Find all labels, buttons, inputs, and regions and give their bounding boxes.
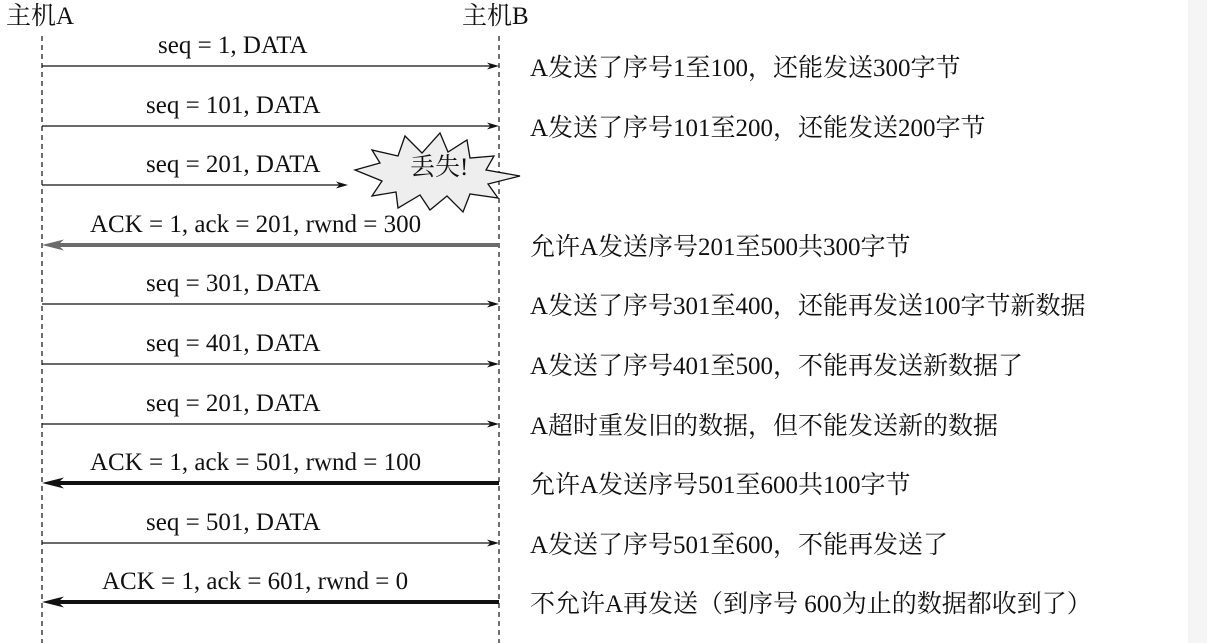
message-label: ACK = 1, ack = 601, rwnd = 0 bbox=[102, 568, 409, 595]
host-a-label: 主机A bbox=[6, 3, 75, 30]
message-label: seq = 1, DATA bbox=[158, 32, 308, 59]
message-label: seq = 301, DATA bbox=[146, 270, 321, 297]
message-note: 允许A发送序号201至500共300字节 bbox=[530, 234, 911, 261]
side-panel bbox=[1188, 0, 1207, 643]
message-note: A发送了序号101至200，还能发送200字节 bbox=[530, 115, 986, 142]
message-note: A发送了序号1至100，还能发送300字节 bbox=[530, 55, 961, 82]
message-note: A发送了序号401至500，不能再发送新数据了 bbox=[530, 353, 1024, 380]
message-note: 允许A发送序号501至600共100字节 bbox=[530, 472, 911, 499]
message-label: ACK = 1, ack = 201, rwnd = 300 bbox=[90, 211, 422, 238]
loss-label: 丢失! bbox=[410, 154, 469, 181]
message-label: seq = 401, DATA bbox=[146, 330, 321, 357]
message-note: A发送了序号501至600，不能再发送了 bbox=[530, 532, 949, 559]
message-label: seq = 501, DATA bbox=[146, 509, 321, 536]
message-note: 不允许A再发送（到序号 600为止的数据都收到了） bbox=[530, 591, 1092, 618]
message-note: A发送了序号301至400，还能再发送100字节新数据 bbox=[530, 293, 1086, 320]
host-b-label: 主机B bbox=[462, 3, 529, 30]
message-note: A超时重发旧的数据，但不能发送新的数据 bbox=[530, 413, 999, 440]
message-label: seq = 201, DATA bbox=[146, 151, 321, 178]
message-label: seq = 101, DATA bbox=[146, 92, 321, 119]
message-label: seq = 201, DATA bbox=[146, 390, 321, 417]
message-label: ACK = 1, ack = 501, rwnd = 100 bbox=[90, 449, 422, 476]
